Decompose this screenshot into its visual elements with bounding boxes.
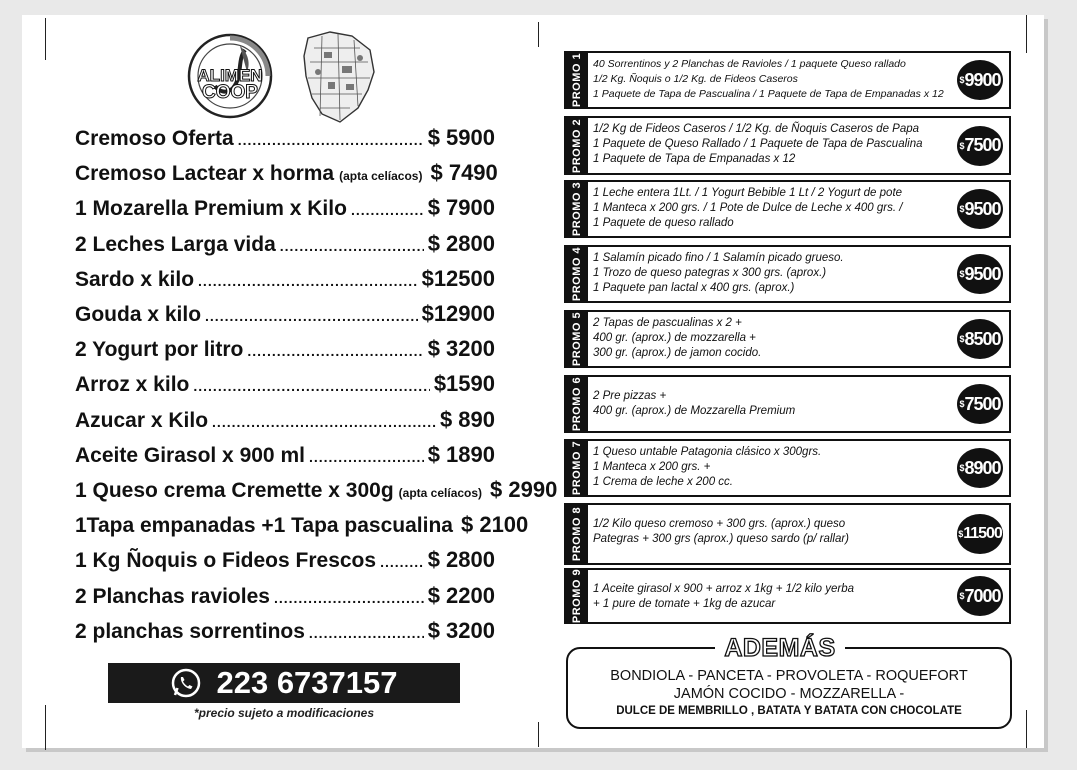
promo-label: PROMO 3 [571, 181, 583, 237]
item-price: $12500 [421, 265, 495, 291]
price-list-item [75, 547, 495, 577]
item-price: $ 2990 [490, 477, 558, 502]
price-list-item [75, 442, 495, 472]
item-name: Arroz x kilo [75, 373, 190, 397]
price-list-item [75, 336, 495, 366]
dot-leader [309, 625, 424, 641]
currency-symbol: $ [959, 591, 964, 601]
promo-price-badge [957, 254, 1003, 294]
item-price: $ 2800 [427, 547, 495, 573]
promo-line: 1 Crema de leche x 200 cc. [593, 476, 733, 488]
promo-label: PROMO 1 [571, 52, 583, 108]
promo-tab [566, 570, 588, 622]
price-list-item [75, 195, 495, 225]
currency-symbol: $ [958, 529, 963, 539]
item-price: $ 1890 [427, 441, 495, 467]
item-price: $ 2200 [427, 582, 495, 608]
dot-leader [380, 554, 424, 570]
item-price: $ 890 [439, 406, 495, 432]
promo-line: 1 Leche entera 1Lt. / 1 Yogurt Bebible 1 Lt / 2 Yogurt de pote [593, 187, 903, 199]
item-price: $ 3200 [427, 336, 495, 362]
currency-symbol: $ [959, 204, 964, 214]
promo-label: PROMO 5 [571, 311, 583, 367]
item-price: $1590 [433, 371, 495, 397]
crop-mark [45, 705, 46, 750]
currency-symbol: $ [959, 463, 964, 473]
alimencoop-logo [185, 32, 275, 124]
item-price: $12900 [421, 301, 495, 326]
item-name: 1 Queso crema Cremette x 300g [75, 479, 394, 502]
dot-leader [247, 343, 423, 359]
promo-line: 400 gr. (aprox.) de Mozzarella Premium [593, 405, 796, 417]
promo-line: 40 Sorrentinos y 2 Planchas de Ravioles / 1 paquete Queso rallado [593, 58, 906, 70]
promo-box [564, 568, 1011, 624]
price-list-item [75, 301, 495, 331]
item-note: (apta celíacos) [398, 486, 483, 500]
promo-price: 7500 [964, 393, 1001, 414]
promo-line: 1 Manteca x 200 grs. / 1 Pote de Dulce de Leche x 400 grs. / [593, 202, 903, 214]
promo-price: 9900 [964, 69, 1001, 90]
price-list-item [75, 618, 495, 648]
promo-label: PROMO 9 [571, 568, 583, 624]
promo-price: 9500 [964, 198, 1001, 219]
promo-description [593, 582, 945, 612]
promo-tab [566, 505, 588, 563]
item-price: $ 3200 [427, 617, 495, 643]
promo-tab [566, 312, 588, 366]
phone-number: 223 6737157 [216, 665, 398, 700]
promo-box [564, 245, 1011, 303]
currency-symbol: $ [959, 399, 964, 409]
price-list-item [75, 371, 495, 401]
item-name: 2 Planchas ravioles [75, 584, 270, 608]
promo-line: 2 Pre pizzas + [593, 390, 667, 402]
promo-price: 11500 [963, 525, 1002, 542]
crop-mark [538, 22, 539, 47]
currency-symbol: $ [959, 75, 964, 85]
promo-line: 1 Paquete de Tapa de Pascualina / 1 Paquete de Tapa de Empanadas x 12 [593, 88, 944, 100]
dot-leader [193, 378, 429, 394]
promo-price: 9500 [964, 263, 1001, 284]
dot-leader [274, 590, 424, 606]
promo-description [593, 316, 945, 361]
promo-description [593, 517, 945, 547]
item-price: $ 2800 [427, 230, 495, 256]
promo-description [593, 445, 945, 490]
dot-leader [212, 414, 436, 430]
promo-price-badge [957, 189, 1003, 229]
promo-line: 1 Aceite girasol x 900 + arroz x 1kg + 1/2 kilo yerba [593, 583, 855, 595]
promo-line: 1 Salamín picado fino / 1 Salamín picado grueso. [593, 252, 844, 264]
promo-line: Pategras + 300 grs (aprox.) queso sardo (p/ rallar) [593, 533, 849, 545]
ademas-line-2: JAMÓN COCIDO - MOZZARELLA - [673, 686, 905, 702]
ademas-line-3: DULCE DE MEMBRILLO , BATATA Y BATATA CON CHOCOLATE [616, 705, 962, 717]
logo-text-top: ALIMEN [197, 66, 263, 85]
promo-tab [566, 118, 588, 173]
promo-line: 300 gr. (aprox.) de jamon cocido. [593, 347, 762, 359]
crop-mark [1026, 710, 1027, 748]
dot-leader [351, 202, 424, 218]
promo-line: 1 Trozo de queso pategras x 300 grs. (aprox.) [593, 267, 827, 279]
crop-mark [1026, 15, 1027, 53]
price-list-item [75, 231, 495, 261]
item-price: $ 7490 [430, 160, 498, 186]
promo-box [564, 503, 1011, 565]
promo-label: PROMO 2 [571, 118, 583, 173]
promo-description [593, 251, 945, 296]
promo-label: PROMO 7 [571, 440, 583, 496]
promo-price-badge [957, 384, 1003, 424]
promo-line: + 1 pure de tomate + 1kg de azucar [593, 598, 776, 610]
promo-description [593, 57, 945, 102]
promo-line: 1 Paquete de Queso Rallado / 1 Paquete de Tapa de Pascualina [593, 138, 923, 150]
item-price: $ 5900 [427, 125, 495, 150]
promo-box [564, 310, 1011, 368]
promo-line: 1/2 Kilo queso cremoso + 300 grs. (aprox.) queso [593, 518, 846, 530]
promo-price: 7000 [964, 585, 1001, 606]
dot-leader [280, 238, 424, 254]
promo-line: 1/2 Kg. Ñoquis o 1/2 Kg. de Fideos Caseros [593, 73, 798, 85]
dot-leader [238, 132, 424, 148]
item-price: $ 7900 [427, 195, 495, 221]
promo-line: 1 Queso untable Patagonia clásico x 300grs. [593, 446, 822, 458]
promo-price-badge [957, 448, 1003, 488]
item-name: Sardo x kilo [75, 267, 195, 291]
item-name: 2 planchas sorrentinos [75, 619, 305, 643]
item-name: Gouda x kilo [75, 303, 202, 326]
promo-price: 8500 [964, 328, 1001, 349]
price-list-item [75, 407, 495, 437]
price-list-item [75, 160, 498, 190]
crop-mark [45, 18, 46, 60]
promo-price-badge [957, 126, 1003, 166]
currency-symbol: $ [959, 140, 964, 151]
promo-description [593, 186, 945, 231]
currency-symbol: $ [959, 334, 964, 344]
map-illustration-icon [300, 28, 380, 126]
item-note: (apta celíacos) [339, 169, 423, 184]
promo-line: 1/2 Kg de Fideos Caseros / 1/2 Kg. de Ñoquis Caseros de Papa [593, 123, 920, 135]
promo-box [564, 439, 1011, 497]
promo-box [564, 180, 1011, 238]
item-name: Cremoso Oferta [75, 127, 234, 150]
price-list-item [75, 266, 495, 296]
item-name: Azucar x Kilo [75, 408, 209, 432]
promo-line: 1 Manteca x 200 grs. + [593, 461, 711, 473]
dot-leader [205, 308, 418, 324]
price-list-item [75, 583, 495, 613]
dot-leader [198, 273, 418, 289]
promo-description [593, 122, 945, 167]
item-name: 1Tapa empanadas +1 Tapa pascualina [75, 514, 453, 538]
promo-tab [566, 247, 588, 301]
item-name: 2 Leches Larga vida [75, 232, 276, 256]
whatsapp-icon [170, 667, 202, 699]
item-price: $ 2100 [460, 512, 529, 538]
item-name: Aceite Girasol x 900 ml [75, 443, 305, 467]
price-list-item [75, 512, 529, 542]
promo-description [593, 389, 945, 419]
price-list-item [75, 477, 558, 507]
promo-price-badge [957, 60, 1003, 100]
item-name: 1 Kg Ñoquis o Fideos Frescos [75, 549, 377, 573]
item-name: Cremoso Lactear x horma [75, 162, 335, 186]
promo-line: 1 Paquete pan lactal x 400 grs. (aprox.) [593, 282, 795, 294]
logo-text-bottom: COOP [202, 82, 258, 103]
promo-box [564, 116, 1011, 175]
promo-price-badge [957, 319, 1003, 359]
promo-tab [566, 377, 588, 431]
promo-line: 1 Paquete de Tapa de Empanadas x 12 [593, 153, 796, 165]
dot-leader [309, 449, 424, 465]
promo-tab [566, 53, 588, 107]
ademas-line-1: BONDIOLA - PANCETA - PROVOLETA - ROQUEFORT [610, 668, 968, 684]
promo-tab [566, 182, 588, 236]
currency-symbol: $ [959, 269, 964, 279]
promo-line: 1 Paquete de queso rallado [593, 217, 734, 229]
promo-label: PROMO 6 [571, 376, 583, 432]
promo-box [564, 375, 1011, 433]
promo-label: PROMO 8 [571, 506, 583, 562]
promo-label: PROMO 4 [571, 246, 583, 302]
price-list-item [75, 125, 495, 155]
promo-box [564, 51, 1011, 109]
promo-price-badge [957, 514, 1003, 554]
price-disclaimer: *precio sujeto a modificaciones [193, 706, 375, 720]
promo-line: 2 Tapas de pascualinas x 2 + [593, 317, 742, 329]
promo-line: 400 gr. (aprox.) de mozzarella + [593, 332, 756, 344]
promo-price: 7500 [964, 135, 1001, 155]
ademas-title: ADEMÁS [715, 634, 845, 663]
phone-banner [108, 663, 460, 703]
promo-tab [566, 441, 588, 495]
promo-price-badge [957, 576, 1003, 616]
item-name: 2 Yogurt por litro [75, 338, 244, 362]
crop-mark [538, 722, 539, 747]
item-name: 1 Mozarella Premium x Kilo [75, 197, 347, 221]
promo-price: 8900 [964, 457, 1001, 478]
